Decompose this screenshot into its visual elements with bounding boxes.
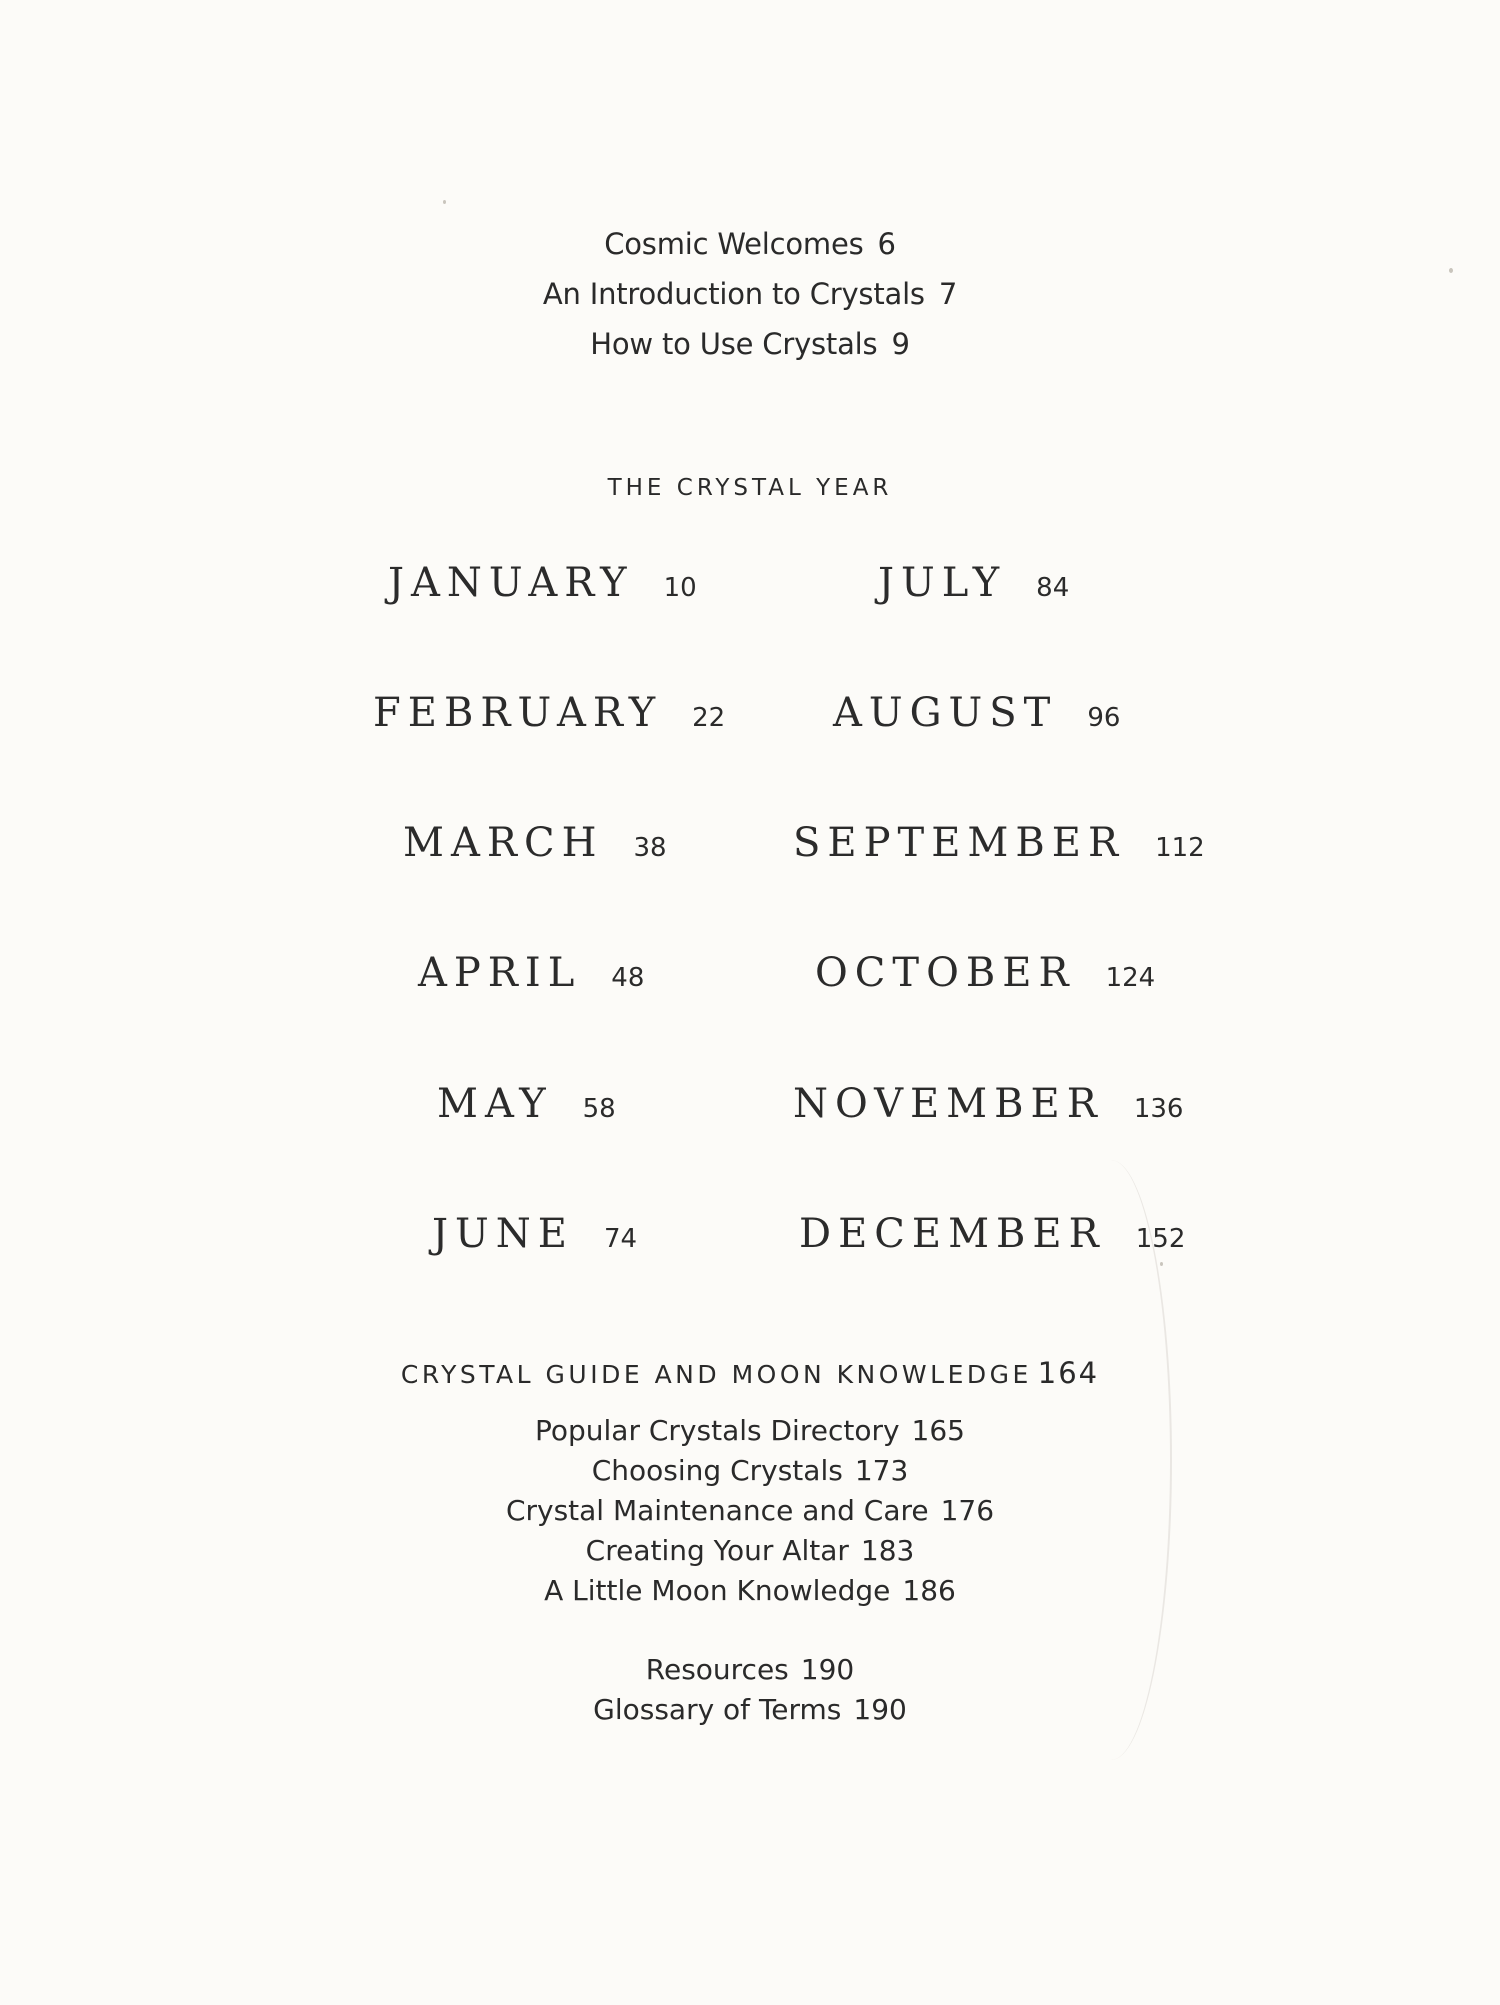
toc-entry-front-0[interactable] — [0, 227, 1500, 261]
month-page: 96 — [1087, 703, 1121, 733]
month-page: 74 — [603, 1224, 638, 1254]
toc-entry-title: Cosmic Welcomes — [604, 227, 864, 261]
month-name: JANUARY — [388, 560, 634, 606]
paper-speck — [1449, 268, 1453, 273]
toc-entry-guide-3[interactable] — [0, 1534, 1500, 1567]
month-entry-november[interactable] — [793, 1081, 1183, 1127]
month-name: AUGUST — [833, 690, 1058, 736]
month-name: APRIL — [418, 950, 582, 996]
guide-heading-title: CRYSTAL GUIDE AND MOON KNOWLEDGE — [400, 1360, 1032, 1389]
guide-heading[interactable] — [0, 1356, 1500, 1390]
toc-entry-title: Glossary of Terms — [593, 1693, 842, 1726]
month-page: 10 — [663, 573, 697, 603]
toc-entry-title: How to Use Crystals — [590, 327, 878, 361]
month-name: NOVEMBER — [793, 1081, 1104, 1127]
toc-entry-title: Resources — [645, 1653, 789, 1686]
month-page: 112 — [1155, 833, 1205, 863]
month-page: 84 — [1036, 573, 1070, 603]
month-entry-june[interactable] — [432, 1211, 637, 1257]
month-entry-april[interactable] — [418, 950, 644, 996]
month-entry-march[interactable] — [403, 820, 667, 866]
month-name: SEPTEMBER — [793, 820, 1126, 866]
month-page: 22 — [692, 703, 726, 733]
toc-entry-back-1[interactable] — [0, 1693, 1500, 1726]
toc-entry-guide-2[interactable] — [0, 1494, 1500, 1527]
toc-entry-page: 190 — [853, 1693, 907, 1726]
month-page: 58 — [582, 1094, 616, 1124]
paper-speck — [1160, 1262, 1163, 1266]
month-entry-july[interactable] — [878, 560, 1069, 606]
crystal-year-heading: THE CRYSTAL YEAR — [607, 475, 893, 501]
month-name: JUNE — [432, 1211, 574, 1257]
toc-entry-front-1[interactable] — [0, 277, 1500, 311]
toc-entry-guide-4[interactable] — [0, 1574, 1500, 1607]
toc-entry-page: 183 — [860, 1534, 915, 1567]
month-entry-may[interactable] — [437, 1081, 616, 1127]
guide-heading-page: 164 — [1037, 1356, 1100, 1390]
toc-entry-guide-0[interactable] — [0, 1414, 1500, 1447]
toc-entry-page: 9 — [891, 327, 910, 361]
toc-entry-page: 176 — [940, 1494, 995, 1527]
toc-entry-title: Choosing Crystals — [591, 1454, 843, 1487]
month-entry-august[interactable] — [833, 690, 1120, 736]
toc-entry-back-0[interactable] — [0, 1653, 1500, 1686]
month-page: 124 — [1105, 963, 1156, 993]
toc-entry-title: A Little Moon Knowledge — [544, 1574, 891, 1607]
month-page: 152 — [1135, 1224, 1186, 1254]
month-entry-december[interactable] — [799, 1211, 1185, 1257]
toc-entry-title: Popular Crystals Directory — [534, 1414, 900, 1447]
toc-entry-page: 6 — [877, 227, 896, 261]
month-entry-february[interactable] — [373, 690, 725, 736]
toc-entry-title: An Introduction to Crystals — [542, 277, 925, 311]
month-entry-september[interactable] — [793, 820, 1205, 866]
month-page: 136 — [1133, 1094, 1184, 1124]
month-entry-october[interactable] — [815, 950, 1155, 996]
toc-entry-front-2[interactable] — [0, 327, 1500, 361]
month-page: 38 — [633, 833, 667, 863]
month-entry-january[interactable] — [388, 560, 697, 606]
toc-entry-page: 173 — [854, 1454, 909, 1487]
toc-entry-page: 190 — [800, 1653, 855, 1686]
month-name: MARCH — [403, 820, 604, 866]
month-name: OCTOBER — [815, 950, 1076, 996]
toc-entry-page: 165 — [911, 1414, 965, 1447]
month-name: MAY — [437, 1081, 553, 1127]
toc-entry-title: Crystal Maintenance and Care — [505, 1494, 929, 1527]
toc-entry-page: 186 — [902, 1574, 956, 1607]
month-page: 48 — [611, 963, 645, 993]
toc-entry-guide-1[interactable] — [0, 1454, 1500, 1487]
month-name: DECEMBER — [799, 1211, 1106, 1257]
month-name: FEBRUARY — [373, 690, 663, 736]
toc-entry-page: 7 — [938, 277, 958, 311]
month-name: JULY — [878, 560, 1007, 606]
paper-speck — [443, 200, 446, 204]
toc-entry-title: Creating Your Altar — [585, 1534, 849, 1567]
